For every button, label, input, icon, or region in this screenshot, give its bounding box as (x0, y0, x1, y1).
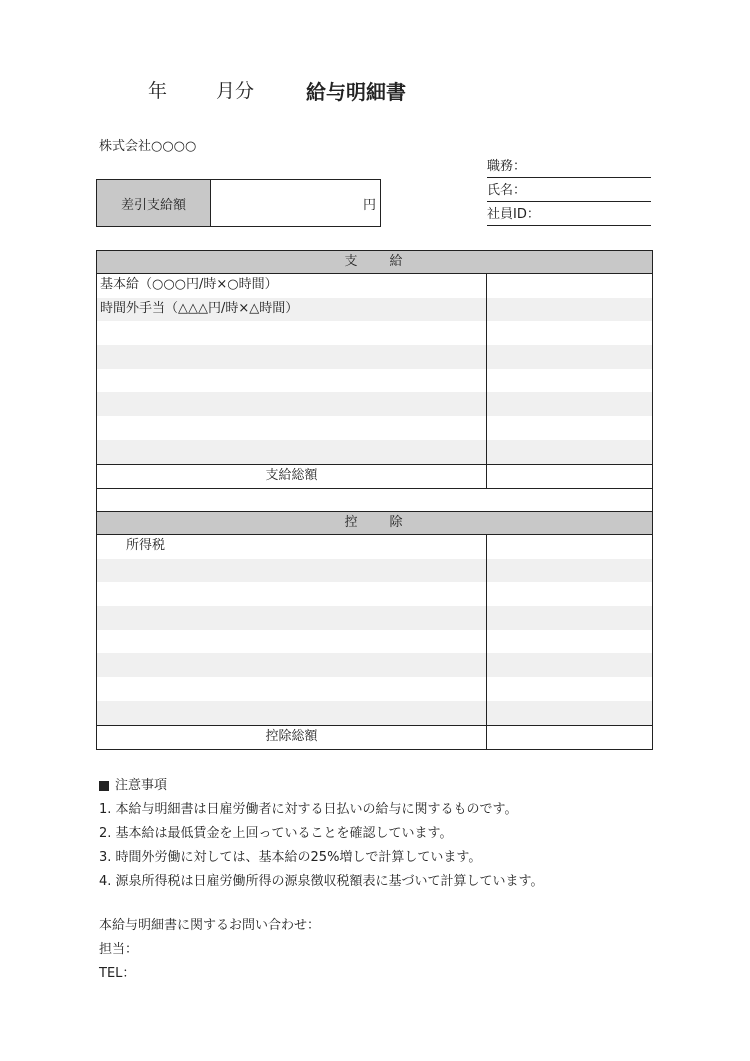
table-row (97, 392, 652, 416)
table-row (97, 274, 652, 298)
deduction-amount (487, 535, 652, 559)
payment-amount (487, 345, 652, 369)
deductions-total-row (97, 725, 652, 749)
deductions-table (96, 511, 653, 750)
deduction-amount (487, 559, 652, 583)
notes-heading-row (99, 774, 544, 798)
payments-table (96, 250, 653, 489)
payments-header: 支 給 (97, 251, 652, 274)
title-row (0, 76, 750, 108)
deduction-amount (487, 630, 652, 654)
deduction-item (97, 630, 487, 654)
table-row (97, 369, 652, 393)
contact-person-label: 担当： (99, 942, 139, 957)
note-item: 1. 本給与明細書は日雇労働者に対する日払いの給与に関するものです。 (99, 802, 518, 817)
square-bullet-icon (99, 781, 109, 791)
contact-tel-label: TEL： (99, 966, 136, 981)
payment-amount (487, 298, 652, 322)
payments-total-row (97, 464, 652, 488)
payment-amount (487, 392, 652, 416)
net-pay-unit: 円 (362, 197, 376, 213)
deductions-total-value (487, 726, 652, 749)
payment-item: 時間外手当（△△△円/時×△時間） (97, 298, 487, 322)
payments-total-label: 支給総額 (97, 465, 487, 488)
payment-amount (487, 274, 652, 298)
payment-amount (487, 440, 652, 464)
table-row (97, 321, 652, 345)
payment-item: 基本給（○○○円/時×○時間） (97, 274, 487, 298)
company-name: 株式会社○○○○ (99, 139, 197, 154)
page-title: 給与明細書 (306, 80, 406, 104)
net-pay-label: 差引支給額 (97, 180, 211, 226)
table-row (97, 701, 652, 725)
table-row (97, 653, 652, 677)
deduction-amount (487, 606, 652, 630)
table-row (97, 345, 652, 369)
position-field: 職務： (487, 156, 651, 178)
table-row (97, 606, 652, 630)
month-label: 月分 (216, 80, 255, 102)
year-label: 年 (148, 80, 168, 102)
notes-section (99, 774, 544, 894)
table-row (97, 416, 652, 440)
table-spacer (96, 487, 653, 513)
deduction-amount (487, 701, 652, 725)
table-row (97, 630, 652, 654)
deduction-item (97, 606, 487, 630)
employee-id-field: 社員ID： (487, 204, 651, 226)
net-pay-box (96, 179, 381, 227)
table-row (97, 440, 652, 464)
contact-section (99, 914, 320, 986)
note-item: 4. 源泉所得税は日雇労働所得の源泉徴収税額表に基づいて計算しています。 (99, 874, 544, 889)
deduction-item (97, 582, 487, 606)
deduction-amount (487, 653, 652, 677)
table-row (97, 559, 652, 583)
payments-total-value (487, 465, 652, 488)
table-row (97, 298, 652, 322)
payment-amount (487, 369, 652, 393)
payment-amount (487, 416, 652, 440)
net-pay-value (211, 180, 380, 226)
deduction-item (97, 653, 487, 677)
payment-item (97, 369, 487, 393)
deductions-header: 控 除 (97, 512, 652, 535)
deduction-item (97, 559, 487, 583)
deduction-amount (487, 677, 652, 701)
deduction-item (97, 677, 487, 701)
deduction-amount (487, 582, 652, 606)
payment-item (97, 345, 487, 369)
payment-item (97, 392, 487, 416)
inquiry-label: 本給与明細書に関するお問い合わせ： (99, 918, 321, 933)
table-row (97, 535, 652, 559)
payment-item (97, 440, 487, 464)
payment-amount (487, 321, 652, 345)
note-item: 3. 時間外労働に対しては、基本給の25%増しで計算しています。 (99, 850, 482, 865)
table-row (97, 582, 652, 606)
payment-item (97, 321, 487, 345)
name-field: 氏名： (487, 180, 651, 202)
deduction-item (97, 701, 487, 725)
deductions-total-label: 控除総額 (97, 726, 487, 749)
notes-heading: 注意事項 (115, 778, 168, 793)
note-item: 2. 基本給は最低賃金を上回っていることを確認しています。 (99, 826, 453, 841)
table-row (97, 677, 652, 701)
deduction-item: 所得税 (97, 535, 487, 559)
payment-item (97, 416, 487, 440)
